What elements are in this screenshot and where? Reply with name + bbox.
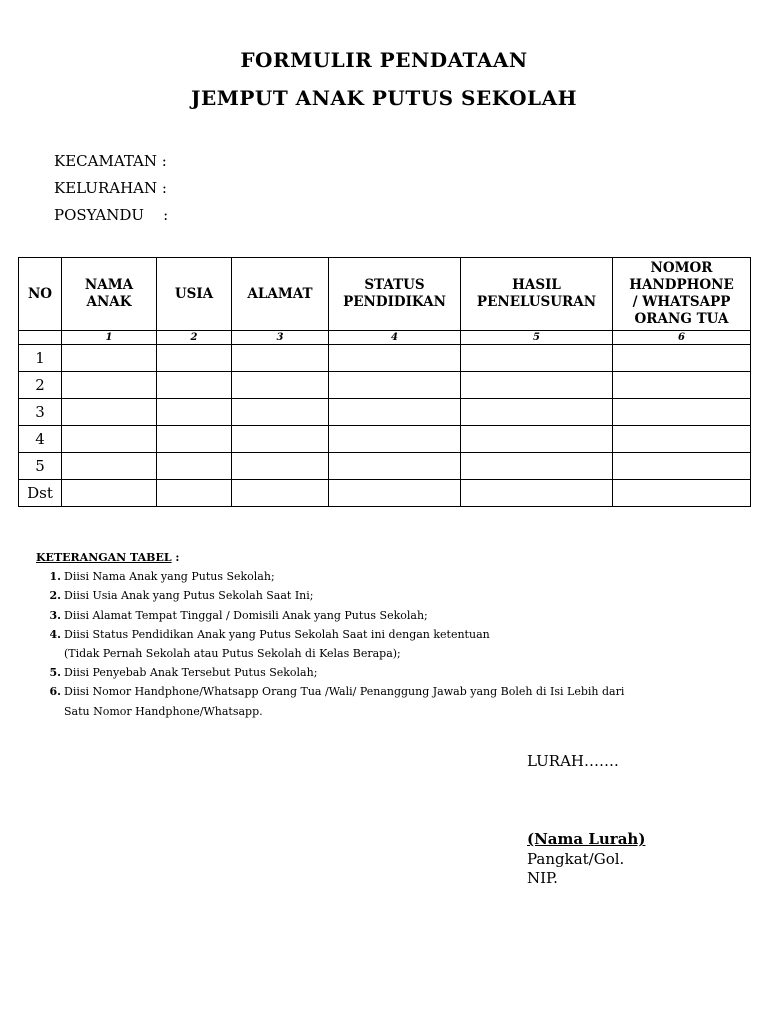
empty-cell [232,480,329,507]
empty-cell [613,399,751,426]
empty-cell [232,345,329,372]
header-nomor-handphone: NOMOR HANDPHONE / WHATSAPP ORANG TUA [613,258,751,331]
signature-nip: NIP. [527,869,558,887]
empty-cell [157,426,232,453]
note-item [36,606,624,625]
notes-title: KETERANGAN TABEL [36,551,172,564]
note-text: Diisi Usia Anak yang Putus Sekolah Saat Ini; [64,589,314,603]
signature-name: (Nama Lurah) [527,830,646,848]
form-subtitle: JEMPUT ANAK PUTUS SEKOLAH [191,86,577,110]
empty-cell [613,345,751,372]
note-number: 5. [49,666,61,680]
note-number: 2. [49,589,61,603]
posyandu-label: POSYANDU : [54,206,169,224]
empty-cell [62,453,157,480]
empty-cell [232,453,329,480]
note-item [36,682,624,720]
header-nama-anak: NAMA ANAK [62,258,157,331]
empty-cell [232,426,329,453]
table-row [19,426,751,453]
empty-cell [157,399,232,426]
empty-cell [329,372,461,399]
kelurahan-label: KELURAHAN : [54,179,167,197]
empty-cell [461,372,613,399]
row-number: Dst [19,480,62,507]
empty-cell [329,453,461,480]
notes-title-suffix: : [171,551,180,564]
note-number: 3. [49,608,61,622]
empty-cell [157,372,232,399]
table-notes [36,548,624,721]
empty-cell [232,399,329,426]
empty-cell [329,399,461,426]
signature-rank: Pangkat/Gol. [527,850,625,868]
empty-cell [461,399,613,426]
form-title: FORMULIR PENDATAAN [240,48,528,72]
note-item [36,663,624,682]
table-row [19,480,751,507]
note-number: 1. [49,570,61,584]
empty-cell [157,345,232,372]
kecamatan-label: KECAMATAN : [54,152,167,170]
column-number-cell: 3 [232,331,329,345]
note-item [36,625,624,663]
empty-cell [157,453,232,480]
row-number: 4 [19,426,62,453]
note-text: Diisi Penyebab Anak Tersebut Putus Sekolah; [64,666,318,680]
empty-cell [157,480,232,507]
empty-cell [329,345,461,372]
empty-cell [232,372,329,399]
empty-cell [461,345,613,372]
note-number: 6. [49,685,61,699]
empty-cell [461,453,613,480]
note-item [36,567,624,586]
empty-cell [62,345,157,372]
empty-cell [62,480,157,507]
note-text: Diisi Nomor Handphone/Whatsapp Orang Tua /Wali/ Penanggung Jawab yang Boleh di Isi Lebih dari Satu Nomor Handphone/Whatsapp. [64,685,625,718]
row-number: 1 [19,345,62,372]
header-alamat: ALAMAT [232,258,329,331]
table-row [19,453,751,480]
column-number-cell: 4 [329,331,461,345]
table-row [19,399,751,426]
empty-cell [613,372,751,399]
empty-cell [329,426,461,453]
header-status-pendidikan: STATUS PENDIDIKAN [329,258,461,331]
empty-cell [613,426,751,453]
empty-cell [329,480,461,507]
column-number-cell: 5 [461,331,613,345]
column-number-cell [19,331,62,345]
note-text: Diisi Nama Anak yang Putus Sekolah; [64,570,275,584]
table-row [19,345,751,372]
row-number: 2 [19,372,62,399]
empty-cell [613,453,751,480]
header-no: NO [19,258,62,331]
column-number-row [19,331,751,345]
note-text: Diisi Alamat Tempat Tinggal / Domisili Anak yang Putus Sekolah; [64,608,428,622]
signature-title: LURAH……. [527,752,619,770]
empty-cell [461,480,613,507]
empty-cell [461,426,613,453]
notes-heading [36,548,624,567]
note-text: Diisi Status Pendidikan Anak yang Putus Sekolah Saat ini dengan ketentuan (Tidak Pernah Sekolah atau Putus Sekolah di Kelas Berapa); [64,627,490,661]
data-table [18,257,751,507]
table-header-row [19,258,751,331]
row-number: 5 [19,453,62,480]
table-row [19,372,751,399]
row-number: 3 [19,399,62,426]
column-number-cell: 2 [157,331,232,345]
empty-cell [62,426,157,453]
header-usia: USIA [157,258,232,331]
column-number-cell: 6 [613,331,751,345]
empty-cell [613,480,751,507]
empty-cell [62,372,157,399]
note-item [36,586,624,605]
empty-cell [62,399,157,426]
header-hasil-penelusuran: HASIL PENELUSURAN [461,258,613,331]
column-number-cell: 1 [62,331,157,345]
note-number: 4. [49,627,61,641]
